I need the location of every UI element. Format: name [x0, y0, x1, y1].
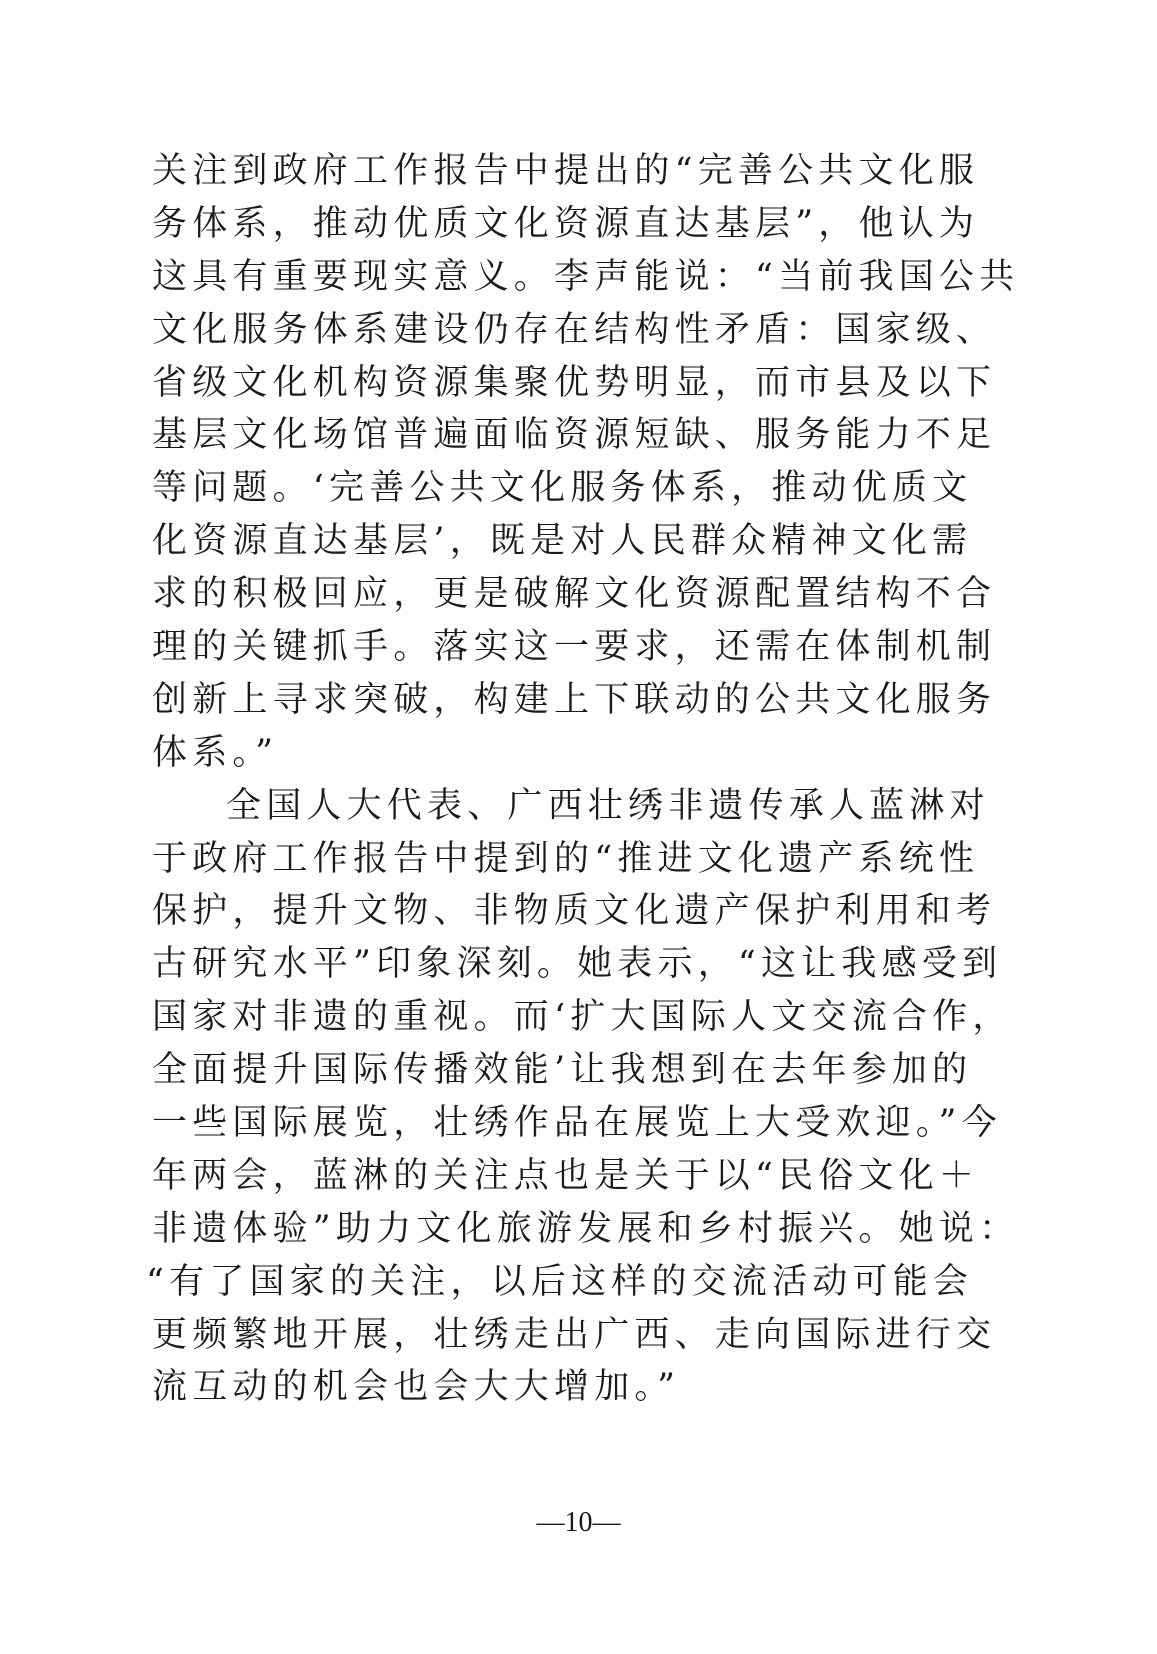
text-line: 全面提升国际传播效能’让我想到在去年参加的: [152, 1050, 973, 1091]
text-line: 理的关键抓手。落实这一要求，还需在体制机制: [152, 627, 997, 668]
text-line: 年两会，蓝淋的关注点也是关于以“民俗文化＋: [152, 1155, 980, 1196]
text-line: 国家对非遗的重视。而‘扩大国际人文交流合作，: [152, 997, 1013, 1038]
text-line: 基层文化场馆普遍面临资源短缺、服务能力不足: [152, 415, 997, 456]
text-line: 文化服务体系建设仍存在结构性矛盾：国家级、: [152, 309, 997, 350]
text-line: 关注到政府工作报告中提出的“完善公共文化服: [152, 151, 980, 191]
text-line: “有了国家的关注，以后这样的交流活动可能会: [146, 1261, 974, 1302]
text-line: 更频繁地开展，壮绣走出广西、走向国际进行交: [152, 1314, 997, 1355]
text-line: 等问题。‘完善公共文化服务体系，推动优质文: [152, 468, 973, 509]
text-line: 体系。”: [152, 732, 279, 773]
text-line: 非遗体验”助力文化旅游发展和乡村振兴。她说：: [152, 1208, 1020, 1249]
paragraph-first-line: 全国人大代表、广西壮绣非遗传承人蓝淋对: [226, 785, 990, 826]
text-line: 省级文化机构资源集聚优势明显，而市县及以下: [152, 362, 997, 403]
text-line: 于政府工作报告中提到的“推进文化遗产系统性: [152, 838, 980, 879]
text-line: 流互动的机会也会大大增加。”: [152, 1367, 681, 1408]
text-line: 一些国际展览，壮绣作品在展览上大受欢迎。”今: [152, 1103, 1002, 1144]
text-line: 求的积极回应，更是破解文化资源配置结构不合: [152, 574, 997, 615]
text-line: 化资源直达基层’，既是对人民群众精神文化需: [152, 521, 973, 562]
text-line: 务体系，推动优质文化资源直达基层”，他认为: [152, 203, 980, 244]
text-line: 古研究水平”印象深刻。她表示，“这让我感受到: [152, 944, 1003, 985]
page-number: —10—: [536, 1507, 621, 1538]
body-text: [146, 145, 1020, 1414]
text-line: 这具有重要现实意义。李声能说：“当前我国公共: [152, 256, 1020, 297]
text-line: 保护，提升文物、非物质文化遗产保护利用和考: [152, 891, 997, 932]
text-line: 创新上寻求突破，构建上下联动的公共文化服务: [152, 679, 997, 720]
